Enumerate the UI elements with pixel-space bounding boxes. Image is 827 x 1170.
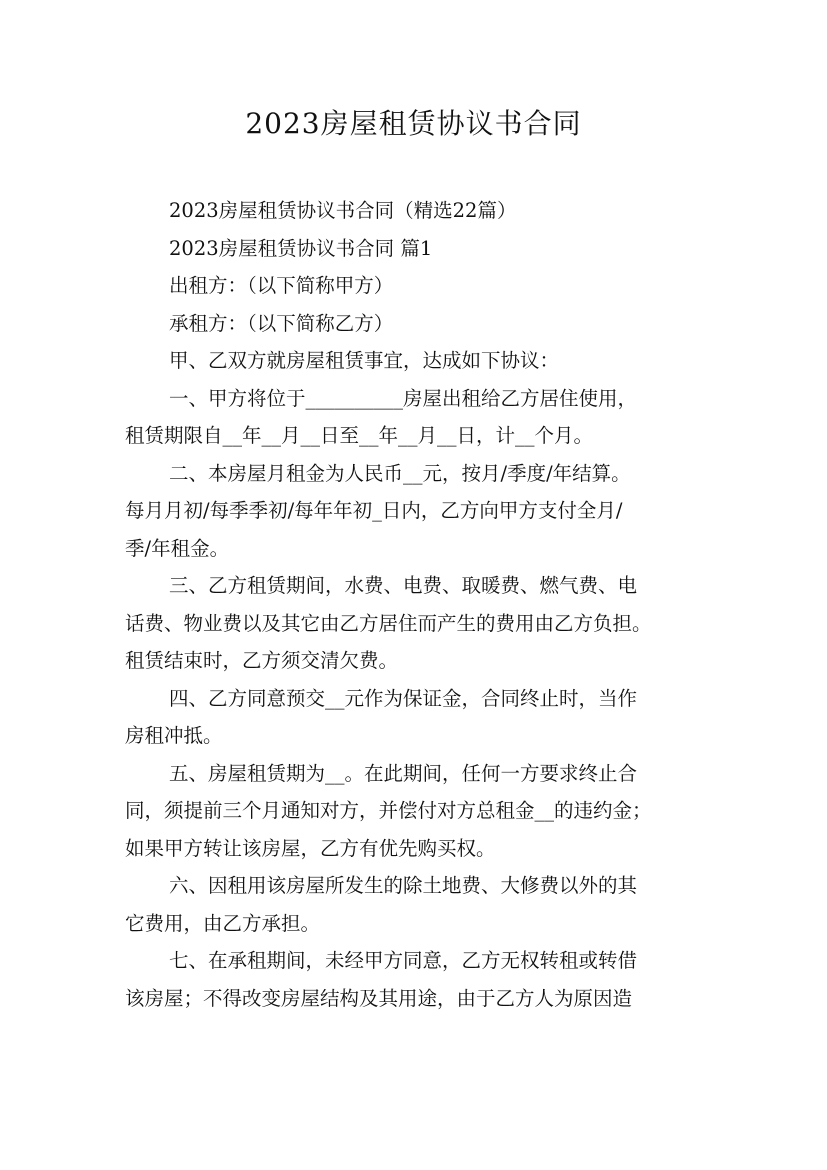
text-line: 每月月初/每季季初/每年年初_日内，乙方向甲方支付全月/ bbox=[125, 499, 623, 522]
text-line: 七、在承租期间，未经甲方同意，乙方无权转租或转借 bbox=[169, 949, 638, 972]
text-line: 二、本房屋月租金为人民币__元，按月/季度/年结算。 bbox=[169, 461, 631, 485]
text-line: 三、乙方租赁期间，水费、电费、取暖费、燃气费、电 bbox=[169, 574, 638, 597]
text-line: 房租冲抵。 bbox=[125, 724, 223, 747]
text-line: 同，须提前三个月通知对方，并偿付对方总租金__的违约金； bbox=[125, 799, 652, 822]
text-line: 它费用，由乙方承担。 bbox=[125, 911, 321, 935]
text-line: 五、房屋租赁期为__。在此期间，任何一方要求终止合 bbox=[169, 761, 638, 785]
text-line: 出租方：（以下简称甲方） bbox=[169, 274, 394, 297]
text-line: 甲、乙双方就房屋租赁事宜，达成如下协议： bbox=[169, 349, 560, 372]
text-line: 如果甲方转让该房屋，乙方有优先购买权。 bbox=[125, 836, 496, 860]
text-line: 季/年租金。 bbox=[125, 536, 230, 560]
text-line: 承租方：（以下简称乙方） bbox=[169, 311, 394, 335]
text-line: 2023房屋租赁协议书合同 篇1 bbox=[169, 236, 433, 260]
text-line: 六、因租用该房屋所发生的除土地费、大修费以外的其 bbox=[169, 874, 638, 897]
document-body bbox=[125, 192, 715, 1017]
text-line: 该房屋；不得改变房屋结构及其用途，由于乙方人为原因造 bbox=[125, 986, 633, 1010]
text-line: 话费、物业费以及其它由乙方居住而产生的费用由乙方负担。 bbox=[125, 611, 652, 635]
document-title: 2023房屋租赁协议书合同 bbox=[245, 107, 582, 140]
text-line: 租赁期限自__年__月__日至__年__月__日，计__个月。 bbox=[125, 424, 594, 447]
text-line: 2023房屋租赁协议书合同（精选22篇） bbox=[169, 199, 517, 222]
text-line: 一、甲方将位于__________房屋出租给乙方居住使用， bbox=[169, 386, 638, 410]
text-line: 四、乙方同意预交__元作为保证金，合同终止时，当作 bbox=[169, 686, 638, 710]
text-line: 租赁结束时，乙方须交清欠费。 bbox=[125, 649, 399, 672]
